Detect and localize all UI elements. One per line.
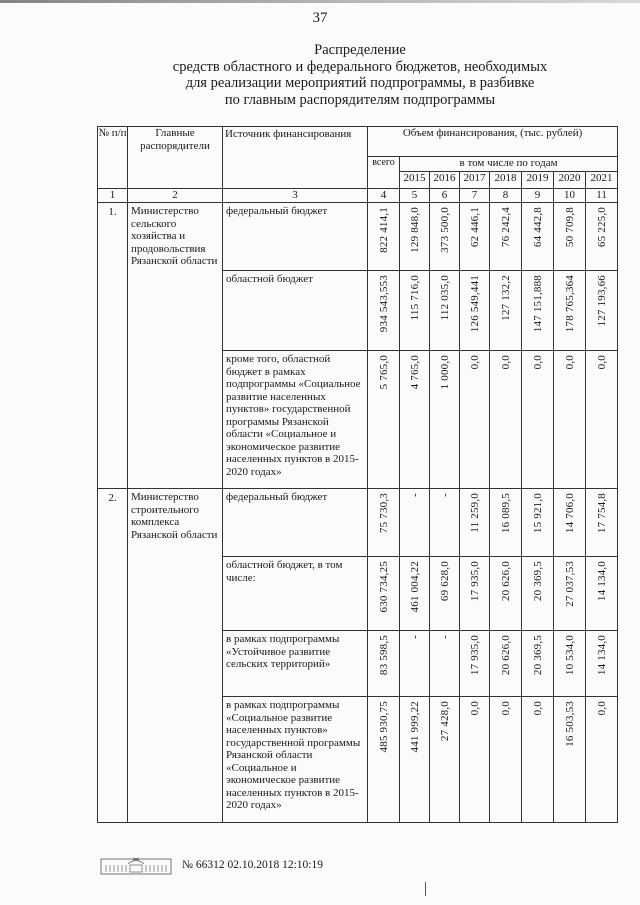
value-text: 83 598,5 (377, 635, 390, 676)
value-cell (460, 271, 490, 351)
column-number: 6 (430, 189, 460, 203)
value-text: 178 765,364 (563, 275, 576, 333)
title-line: средств областного и федерального бюджетов, необходимых (172, 58, 548, 75)
header-num: № п/п (98, 127, 128, 189)
group-number: 1. (98, 203, 128, 489)
funding-source: кроме того, областной бюджет в рамках подпрограммы «Социальное развитие населенных пунктов» государственной программы Рязанской области «Социальное и экономическое развитие населенных пунктов в 2015-2020 годах» (223, 351, 368, 489)
value-cell (554, 631, 586, 697)
value-cell (430, 697, 460, 823)
value-text: 17 935,0 (468, 561, 481, 602)
header-year: 2018 (490, 172, 522, 189)
column-number: 4 (368, 189, 400, 203)
funding-source: федеральный бюджет (223, 203, 368, 271)
value-text: 630 734,25 (377, 561, 390, 613)
value-text: 0,0 (531, 355, 544, 370)
value-text: 20 369,5 (531, 635, 544, 676)
value-text: 69 628,0 (438, 561, 451, 602)
value-cell (460, 351, 490, 489)
value-cell (522, 203, 554, 271)
title-line: по главным распорядителям подпрограммы (224, 91, 496, 108)
footer (100, 856, 360, 878)
scan-edge-artifact (0, 0, 640, 3)
value-text: 14 134,0 (595, 635, 608, 676)
value-cell (554, 489, 586, 557)
funding-source: федеральный бюджет (223, 489, 368, 557)
value-cell (400, 557, 430, 631)
value-text: 17 935,0 (468, 635, 481, 676)
value-text: 20 626,0 (499, 635, 512, 676)
header-volume: Объем финансирования, (тыс. рублей) (368, 127, 618, 157)
value-text: 27 037,53 (563, 561, 576, 607)
header-year: 2020 (554, 172, 586, 189)
value-cell (490, 203, 522, 271)
title-line: Распределение (314, 42, 406, 58)
column-number: 10 (554, 189, 586, 203)
value-text: 822 414,1 (377, 207, 390, 253)
value-text: 75 730,3 (377, 493, 390, 534)
value-text: 14 706,0 (563, 493, 576, 534)
header-by-years: в том числе по годам (400, 157, 618, 172)
funding-source: областной бюджет, в том числе: (223, 557, 368, 631)
value-text: - (408, 493, 421, 497)
value-cell (554, 203, 586, 271)
value-cell (430, 271, 460, 351)
value-cell (430, 489, 460, 557)
funding-source: в рамках подпрограммы «Социальное развитие населенных пунктов» государственной программы Рязанской области «Социальное и экономическое развитие населенных пунктов в 2015-2020 годах» (223, 697, 368, 823)
value-cell (400, 203, 430, 271)
value-text: 0,0 (499, 355, 512, 370)
value-cell (460, 489, 490, 557)
header-year: 2016 (430, 172, 460, 189)
group-manager: Министерство строительного комплекса Рязанской области (128, 489, 223, 823)
financing-table (97, 126, 618, 823)
value-cell (586, 351, 618, 489)
header-managers: Главные распорядители (128, 127, 223, 189)
value-text: 50 709,8 (563, 207, 576, 248)
header-source: Источник финансирования (223, 127, 368, 189)
table-row (98, 203, 618, 271)
value-text: 14 134,0 (595, 561, 608, 602)
value-text: 373 500,0 (438, 207, 451, 253)
value-cell (490, 271, 522, 351)
group-manager: Министерство сельского хозяйства и продовольствия Рязанской области (128, 203, 223, 489)
column-number: 9 (522, 189, 554, 203)
value-text: 441 999,22 (408, 701, 421, 753)
value-text: 0,0 (468, 701, 481, 716)
scan-mark (425, 882, 426, 896)
value-cell (490, 557, 522, 631)
value-text: 129 848,0 (408, 207, 421, 253)
value-cell (430, 351, 460, 489)
value-text: 0,0 (468, 355, 481, 370)
value-text: 127 193,66 (595, 275, 608, 327)
header-year: 2019 (522, 172, 554, 189)
value-text: 112 035,0 (438, 275, 451, 321)
value-cell (586, 557, 618, 631)
value-text: - (408, 635, 421, 639)
value-text: 0,0 (595, 355, 608, 370)
table-row (98, 489, 618, 557)
header-total: всего (368, 157, 400, 189)
value-text: 16 089,5 (499, 493, 512, 534)
value-text: 0,0 (595, 701, 608, 716)
header-year: 2015 (400, 172, 430, 189)
value-text: 16 503,53 (563, 701, 576, 747)
value-text: 0,0 (563, 355, 576, 370)
value-text: 20 369,5 (531, 561, 544, 602)
value-cell (368, 271, 400, 351)
government-seal-icon (100, 856, 172, 876)
column-number: 3 (223, 189, 368, 203)
header-year: 2021 (586, 172, 618, 189)
value-cell (554, 351, 586, 489)
value-text: 20 626,0 (499, 561, 512, 602)
document-title (90, 42, 630, 108)
value-cell (586, 271, 618, 351)
value-cell (554, 557, 586, 631)
value-cell (522, 271, 554, 351)
value-cell (430, 557, 460, 631)
value-cell (554, 271, 586, 351)
value-cell (490, 631, 522, 697)
value-cell (400, 271, 430, 351)
value-text: 10 534,0 (563, 635, 576, 676)
value-cell (368, 351, 400, 489)
value-cell (400, 697, 430, 823)
value-text: 0,0 (499, 701, 512, 716)
column-number: 7 (460, 189, 490, 203)
value-cell (522, 557, 554, 631)
registration-stamp: № 66312 02.10.2018 12:10:19 (182, 859, 323, 871)
value-text: 485 930,75 (377, 701, 390, 753)
value-text: 62 446,1 (468, 207, 481, 248)
value-text: 11 259,0 (468, 493, 481, 533)
value-text: 15 921,0 (531, 493, 544, 534)
value-text: - (438, 493, 451, 497)
value-cell (586, 631, 618, 697)
value-cell (368, 489, 400, 557)
value-text: 76 242,4 (499, 207, 512, 248)
column-number: 5 (400, 189, 430, 203)
value-cell (490, 489, 522, 557)
header-year: 2017 (460, 172, 490, 189)
value-cell (490, 351, 522, 489)
funding-source: в рамках подпрограммы «Устойчивое развитие сельских территорий» (223, 631, 368, 697)
value-cell (400, 489, 430, 557)
value-text: 17 754,8 (595, 493, 608, 534)
funding-source: областной бюджет (223, 271, 368, 351)
value-cell (368, 697, 400, 823)
value-cell (554, 697, 586, 823)
page-number: 37 (312, 10, 328, 26)
value-cell (522, 489, 554, 557)
value-cell (368, 557, 400, 631)
value-text: 65 225,0 (595, 207, 608, 248)
value-cell (586, 203, 618, 271)
value-cell (586, 489, 618, 557)
title-line: для реализации мероприятий подпрограммы, в разбивке (185, 75, 535, 91)
value-cell (400, 351, 430, 489)
value-cell (586, 697, 618, 823)
column-number: 1 (98, 189, 128, 203)
column-number: 2 (128, 189, 223, 203)
value-cell (460, 697, 490, 823)
column-number: 8 (490, 189, 522, 203)
value-cell (430, 631, 460, 697)
value-text: 127 132,2 (499, 275, 512, 321)
value-cell (522, 697, 554, 823)
value-text: 0,0 (531, 701, 544, 716)
value-cell (430, 203, 460, 271)
group-number: 2. (98, 489, 128, 823)
value-text: 5 765,0 (377, 355, 390, 390)
value-text: 64 442,8 (531, 207, 544, 248)
value-cell (522, 351, 554, 489)
value-cell (460, 631, 490, 697)
value-text: 115 716,0 (408, 275, 421, 321)
value-cell (460, 203, 490, 271)
column-number: 11 (586, 189, 618, 203)
value-text: 27 428,0 (438, 701, 451, 742)
value-cell (400, 631, 430, 697)
value-text: 126 549,441 (468, 275, 481, 333)
value-text: 934 543,553 (377, 275, 390, 333)
value-cell (368, 203, 400, 271)
value-cell (460, 557, 490, 631)
value-cell (490, 697, 522, 823)
value-text: 1 000,0 (438, 355, 451, 390)
value-cell (368, 631, 400, 697)
value-text: - (438, 635, 451, 639)
value-cell (522, 631, 554, 697)
value-text: 147 151,888 (531, 275, 544, 333)
value-text: 461 004,22 (408, 561, 421, 613)
value-text: 4 765,0 (408, 355, 421, 390)
